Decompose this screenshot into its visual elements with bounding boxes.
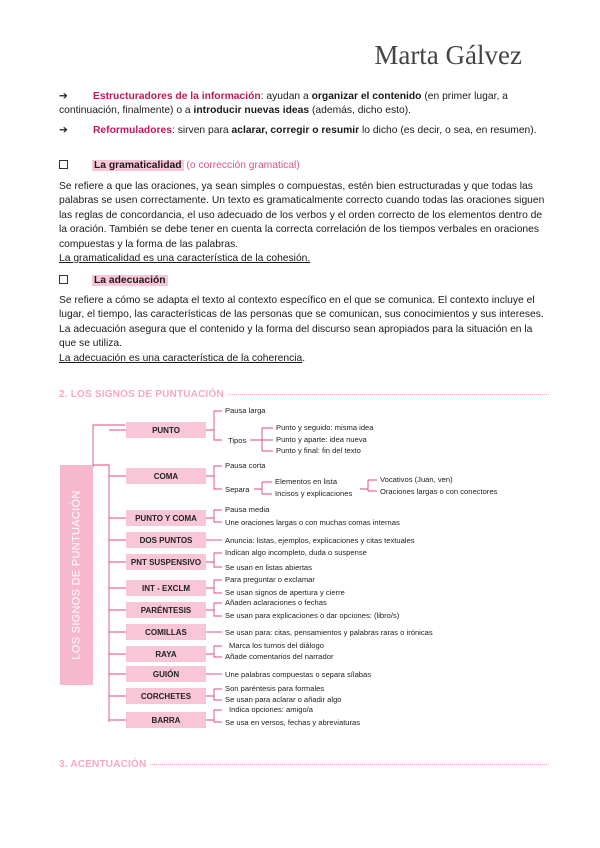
leaf-barra-a: Indica opciones: amigo/a xyxy=(229,705,314,714)
leaf-guion-a: Une palabras compuestas o separa sílabas xyxy=(225,670,372,679)
leaf-coma-s1: Elementos en lista xyxy=(275,477,338,486)
section-heading-acentuacion: 3. ACENTUACIÓN xyxy=(59,757,549,771)
leaf-coma-separa: Separa xyxy=(225,485,250,494)
body-gramaticalidad: Se refiere a que las oraciones, ya sean simples o compuestas, estén bien estructuradas y que todas las palabras se usen correctamente. Un texto es gramaticalmente correcto cuando todas las oraciones siguen las reglas de concordancia, el uso adecuado de los verbos y el orden correcto de los elementos dentro de la oración. También se debe tener en cuenta la correcta correlación de los tiempos verbales en oraciones compuestas y la forma de las palabras. La gramaticalidad es una característica de la cohesión. xyxy=(59,181,545,265)
leaf-susp-a: Indican algo incompleto, duda o suspense xyxy=(225,548,367,557)
heading-gramaticalidad: La gramaticalidad (o corrección gramatical) xyxy=(59,159,549,173)
leaf-intexc-a: Para preguntar o exclamar xyxy=(225,575,315,584)
leaf-puntocoma-b: Une oraciones largas o con muchas comas internas xyxy=(225,518,400,527)
leaf-comillas-a: Se usan para: citas, pensamientos y palabras raras o irónicas xyxy=(225,628,433,637)
leaf-dospuntos-a: Anuncia: listas, ejemplos, explicaciones y citas textuales xyxy=(225,536,415,545)
leaf-punto-pausa: Pausa larga xyxy=(225,406,266,415)
heading-adecuacion: La adecuación xyxy=(59,274,549,288)
node-guion: GUIÓN xyxy=(126,666,206,682)
section-heading-puntuacion: 2. LOS SIGNOS DE PUNTUACIÓN xyxy=(59,387,549,401)
leaf-puntocoma-a: Pausa media xyxy=(225,505,270,514)
leaf-parent-a: Añaden aclaraciones o fechas xyxy=(225,598,327,607)
leaf-barra-b: Se usa en versos, fechas y abreviaturas xyxy=(225,718,361,727)
leaf-punto-t1: Punto y seguido: misma idea xyxy=(276,423,374,432)
node-puntos-suspensivos: PNT SUSPENSIVO xyxy=(126,554,206,570)
author-name: Marta Gálvez xyxy=(374,40,522,70)
node-punto: PUNTO xyxy=(126,422,206,438)
leaf-coma-v2: Oraciones largas o con conectores xyxy=(380,487,498,496)
leaf-raya-b: Añade comentarios del narrador xyxy=(225,652,334,661)
term-reformuladores: Reformuladores xyxy=(93,125,172,136)
node-punto-y-coma: PUNTO Y COMA xyxy=(126,510,206,526)
leaf-intexc-b: Se usan signos de apertura y cierre xyxy=(225,588,345,597)
leaf-punto-t3: Punto y final: fin del texto xyxy=(276,446,361,455)
leaf-susp-b: Se usan en listas abiertas xyxy=(225,563,312,572)
paragraph-reformuladores: ➔ Reformuladores: sirven para aclarar, corregir o resumir lo dicho (es decir, o sea, en resumen). xyxy=(59,124,549,138)
node-barra: BARRA xyxy=(126,712,206,728)
node-raya: RAYA xyxy=(126,646,206,662)
leaf-parent-b: Se usan para explicaciones o dar opciones: (libro/s) xyxy=(225,611,400,620)
node-coma: COMA xyxy=(126,468,206,484)
leaf-coma-v1: Vocativos (Juan, ven) xyxy=(380,475,453,484)
term-estructuradores: Estructuradores de la información xyxy=(93,91,261,102)
leaf-punto-tipos: Tipos xyxy=(228,436,247,445)
diagram-root-box: LOS SIGNOS DE PUNTUACIÓN xyxy=(60,465,93,685)
leaf-coma-pausa: Pausa corta xyxy=(225,461,266,470)
leaf-corchetes-a: Son paréntesis para formales xyxy=(225,684,325,693)
body-adecuacion: Se refiere a cómo se adapta el texto al contexto específico en el que se comunica. El contexto incluye el lugar, el tiempo, las características de las personas que se comunican, sus conocimientos y sus intereses. La adecuación asegura que el contenido y la forma del discurso sean apropiados para la situación en la que se utiliza. La adecuación es una característica de la coherencia. xyxy=(59,295,544,364)
node-int-exclm: INT - EXCLM xyxy=(126,580,206,596)
leaf-coma-s2: Incisos y explicaciones xyxy=(275,489,353,498)
arrow-icon: ➔ xyxy=(59,125,68,136)
node-parentesis: PARÉNTESIS xyxy=(126,602,206,618)
dotted-divider xyxy=(150,764,549,765)
leaf-raya-a: Marca los turnos del diálogo xyxy=(229,641,324,650)
arrow-icon: ➔ xyxy=(59,91,68,102)
leaf-punto-t2: Punto y aparte: idea nueva xyxy=(276,435,367,444)
note-adecuacion: La adecuación es una característica de la coherencia xyxy=(59,352,303,364)
node-comillas: COMILLAS xyxy=(126,624,206,640)
node-corchetes: CORCHETES xyxy=(126,688,206,704)
note-gramaticalidad: La gramaticalidad es una característica de la cohesión. xyxy=(59,253,311,265)
leaf-corchetes-b: Se usan para aclarar o añadir algo xyxy=(225,695,342,704)
paragraph-estructuradores: ➔ Estructuradores de la información: ayudan a organizar el contenido (en primer lugar, a continuación, finalmente) o a introducir nuevas ideas (además, dicho esto). xyxy=(59,91,508,117)
node-dos-puntos: DOS PUNTOS xyxy=(126,532,206,548)
